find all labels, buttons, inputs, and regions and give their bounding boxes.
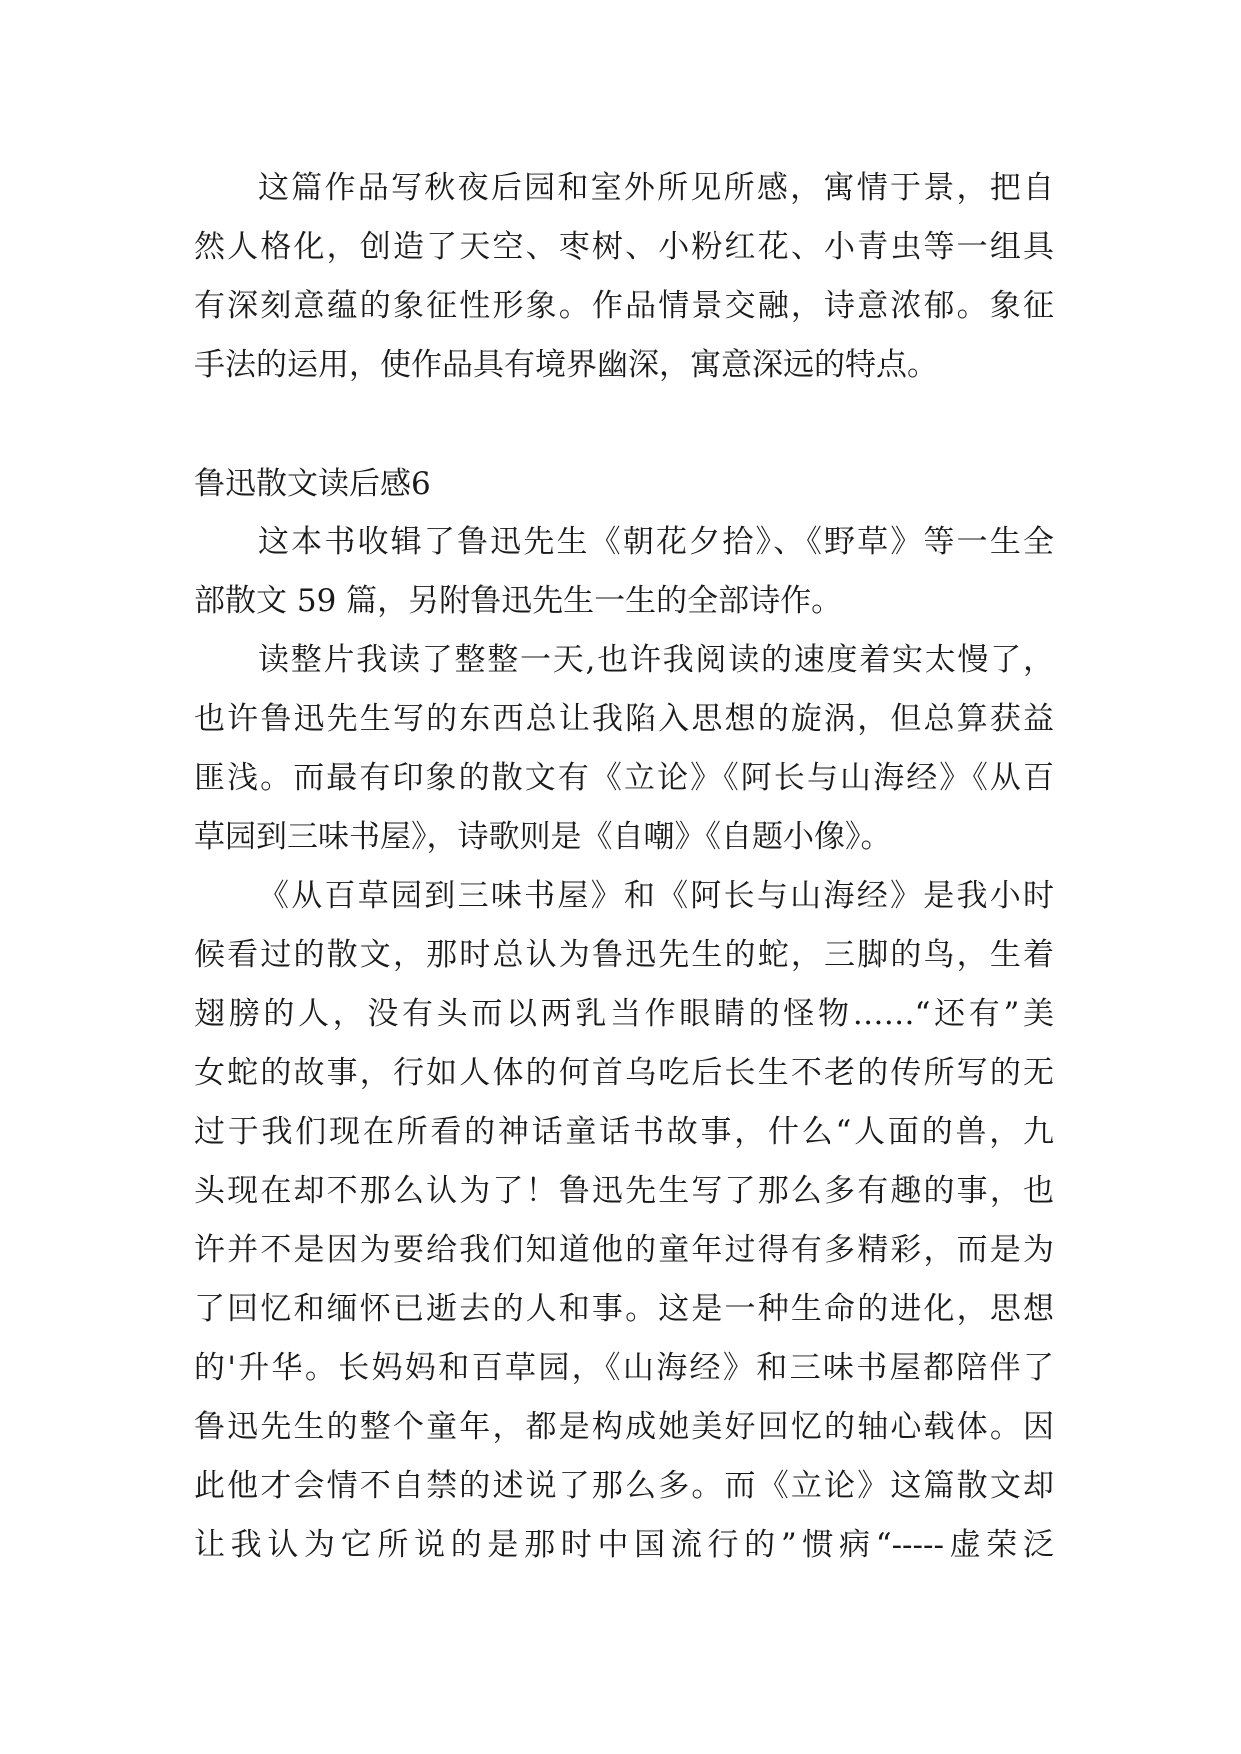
paragraph-3-line-1: 读整片我读了整整一天,也许我阅读的速度着实太慢了， <box>258 642 1054 678</box>
paragraph-4-line-2: 候看过的散文，那时总认为鲁迅先生的蛇，三脚的鸟，生着 <box>194 937 1054 973</box>
paragraph-2-line-2: 部散文 59 篇，另附鲁迅先生一生的全部诗作。 <box>194 583 843 619</box>
paragraph-4-line-8: 了回忆和缅怀已逝去的人和事。这是一种生命的进化，思想 <box>194 1291 1054 1327</box>
paragraph-4-line-4: 女蛇的故事，行如人体的何首乌吃后长生不老的传所写的无 <box>194 1055 1054 1091</box>
paragraph-4-line-1: 《从百草园到三味书屋》和《阿长与山海经》是我小时 <box>258 878 1054 914</box>
paragraph-3-line-2: 也许鲁迅先生写的东西总让我陷入思想的旋涡，但总算获益 <box>194 701 1054 737</box>
paragraph-1-line-3: 有深刻意蕴的象征性形象。作品情景交融，诗意浓郁。象征 <box>194 288 1054 324</box>
section-title: 鲁迅散文读后感6 <box>194 466 431 502</box>
paragraph-4-line-7: 许并不是因为要给我们知道他的童年过得有多精彩，而是为 <box>194 1232 1054 1268</box>
paragraph-1-line-4: 手法的运用，使作品具有境界幽深，寓意深远的特点。 <box>194 347 938 383</box>
paragraph-2-line-1: 这本书收辑了鲁迅先生《朝花夕拾》、《野草》等一生全 <box>258 524 1054 560</box>
paragraph-4-line-10: 鲁迅先生的整个童年，都是构成她美好回忆的轴心载体。因 <box>194 1409 1054 1445</box>
paragraph-1-line-1: 这篇作品写秋夜后园和室外所见所感，寓情于景，把自 <box>258 170 1054 206</box>
paragraph-4-line-3: 翅膀的人，没有头而以两乳当作眼睛的怪物……“还有”美 <box>194 996 1054 1032</box>
paragraph-1-line-2: 然人格化，创造了天空、枣树、小粉红花、小青虫等一组具 <box>194 229 1054 265</box>
paragraph-3-line-4: 草园到三味书屋》，诗歌则是《自嘲》《自题小像》。 <box>194 819 892 855</box>
paragraph-4-line-9: 的'升华。长妈妈和百草园，《山海经》和三味书屋都陪伴了 <box>194 1350 1054 1386</box>
paragraph-4-line-5: 过于我们现在所看的神话童话书故事，什么“人面的兽，九 <box>194 1114 1054 1150</box>
paragraph-4-line-11: 此他才会情不自禁的述说了那么多。而《立论》这篇散文却 <box>194 1468 1054 1504</box>
paragraph-4-line-6: 头现在却不那么认为了！鲁迅先生写了那么多有趣的事，也 <box>194 1173 1054 1209</box>
paragraph-4-line-12: 让我认为它所说的是那时中国流行的”惯病“-----虚荣泛 <box>194 1527 1054 1563</box>
paragraph-3-line-3: 匪浅。而最有印象的散文有《立论》《阿长与山海经》《从百 <box>194 760 1054 796</box>
